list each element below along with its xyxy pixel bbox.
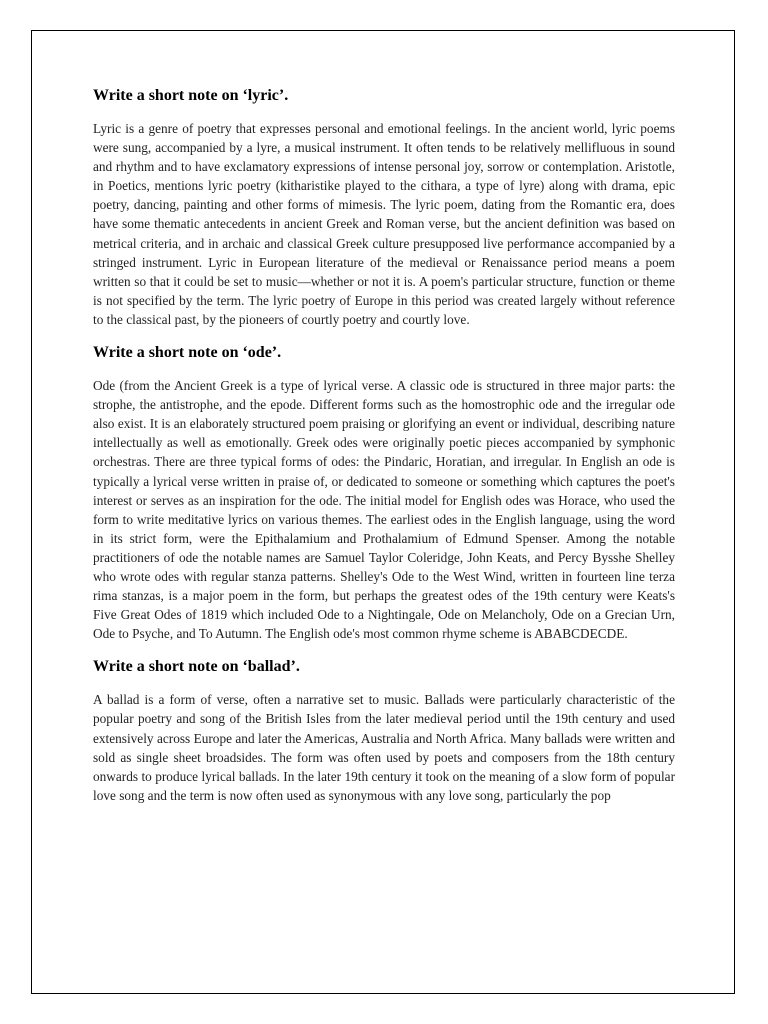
section-ode [93, 343, 675, 643]
section-lyric [93, 86, 675, 329]
section-ballad [93, 657, 675, 805]
paragraph-lyric: Lyric is a genre of poetry that expresses personal and emotional feelings. In the ancient world, lyric poems were sung, accompanied by a lyre, a musical instrument. It often tends to be relatively mellifluous in sound and rhythm and to have exclamatory expressions of intense personal joy, sorrow or contemplation. Aristotle, in Poetics, mentions lyric poetry (kitharistike played to the cithara, a type of lyre) along with drama, epic poetry, dancing, painting and other forms of mimesis. The lyric poem, dating from the Romantic era, does have some thematic antecedents in ancient Greek and Roman verse, but the ancient definition was based on metrical criteria, and in archaic and classical Greek culture presupposed live performance accompanied by a stringed instrument. Lyric in European literature of the medieval or Renaissance period means a poem written so that it could be set to music—whether or not it is. A poem's particular structure, function or theme is not specified by the term. The lyric poetry of Europe in this period was created largely without reference to the classical past, by the pioneers of courtly poetry and courtly love. [93, 121, 675, 327]
heading-lyric: Write a short note on ‘lyric’. [93, 87, 289, 104]
document-body [93, 86, 675, 805]
heading-ballad: Write a short note on ‘ballad’. [93, 658, 300, 676]
paragraph-ode: Ode (from the Ancient Greek is a type of lyrical verse. A classic ode is structured in three major parts: the strophe, the antistrophe, and the epode. Different forms such as the homostrophic ode and the irregular ode also exist. It is an elaborately structured poem praising or glorifying an event or individual, describing nature intellectually as well as emotionally. Greek odes were originally poetic pieces accompanied by symphonic orchestras. There are three typical forms of odes: the Pindaric, Horatian, and irregular. In English an ode is typically a lyrical verse written in praise of, or dedicated to someone or something which captures the poet's interest or serves as an inspiration for the ode. The initial model for English odes was Horace, who used the form to write meditative lyrics on various themes. The earliest odes in the English language, using the word in its strict form, were the Epithalamium and Prothalamium of Edmund Spenser. Among the notable practitioners of ode the notable names are Samuel Taylor Coleridge, John Keats, and Percy Bysshe Shelley who wrote odes with regular stanza patterns. Shelley's Ode to the West Wind, written in fourteen line terza rima stanzas, is a major poem in the form, but perhaps the greatest odes of the 19th century were Keats's Five Great Odes of 1819 which included Ode to a Nightingale, Ode on Melancholy, Ode on a Grecian Urn, Ode to Psyche, and To Autumn. The English ode's most common rhyme scheme is ABABCDECDE. [93, 378, 675, 642]
heading-ode: Write a short note on ‘ode’. [93, 344, 282, 362]
paragraph-ballad: A ballad is a form of verse, often a narrative set to music. Ballads were particularly characteristic of the popular poetry and song of the British Isles from the later medieval period until the 19th century and used extensively across Europe and later the Americas, Australia and North Africa. Many ballads were written and sold as single sheet broadsides. The form was often used by poets and composers from the 18th century onwards to produce lyrical ballads. In the later 19th century it took on the meaning of a slow form of popular love song and the term is now often used as synonymous with any love song, particularly the pop [93, 692, 675, 803]
